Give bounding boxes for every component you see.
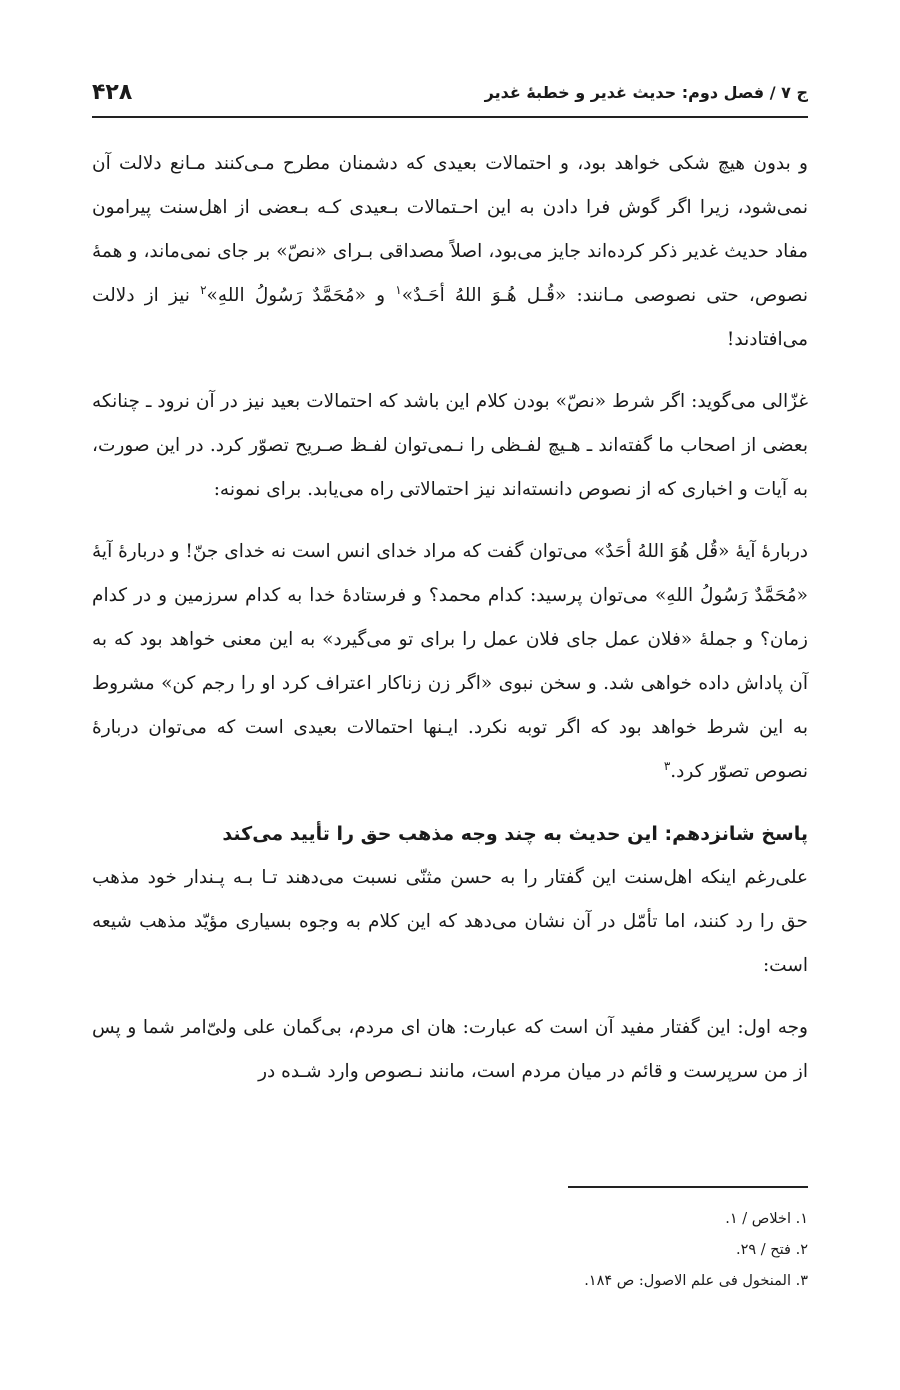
footnote-ref-2: ۲ — [200, 282, 207, 297]
paragraph-1-text-b: و «مُحَمَّدٌ رَسُولُ اللهِ» — [206, 285, 396, 306]
paragraph-2: غزّالی می‌گوید: اگر شرط «نصّ» بودن کلام این باشد که احتمالات بعید نیز در آن نرود ـ چنانکه بعضی از اصحاب ما گفته‌اند ـ هـیچ لفـظی را نـمی‌توان لفـظ صـریح تصوّر کرد. در این صورت، به آیات و اخباری که از نصوص دانسته‌اند نیز احتمالاتی راه می‌یابد. برای نمونه: — [92, 391, 808, 500]
paragraph-3-text: دربارهٔ آیهٔ «قُل هُوَ اللهُ أحَدٌ» می‌توان گفت که مراد خدای انس است نه خدای جنّ! و دربارهٔ آیهٔ «مُحَمَّدٌ رَسُولُ اللهِ» می‌توان پرسید: کدام محمد؟ و فرستادهٔ خدا به کدام سرزمین و در کدام زمان؟ و جملهٔ «فلان عمل جای فلان عمل را برای تو می‌گیرد» به این معنی خواهد بود که به آن پاداش داده خواهی شد. و سخن نبوی «اگر زن زناکار اعتراف کرد او را رجم کن» مشروط به این شرط خواهد بود که اگر توبه نکرد. ایـنها احتمالات بعیدی است که می‌توان دربارهٔ نصوص تصوّر کرد. — [92, 541, 808, 782]
book-page — [92, 0, 808, 1390]
footnote-ref-1: ۱ — [395, 282, 402, 297]
footnotes — [92, 1204, 808, 1297]
paragraph-5: وجه اول: این گفتار مفید آن است که عبارت: هان ای مردم، بی‌گمان علی ولیّ‌امر شما و پس از من سرپرست و قائم در میان مردم است، مانند نـصوص وارد شـده در — [92, 1017, 808, 1082]
main-text — [92, 142, 808, 1112]
section-heading: پاسخ شانزدهم: این حدیث به چند وجه مذهب حق را تأیید می‌کند — [222, 823, 808, 845]
footnote-ref-3: ۳ — [663, 758, 671, 773]
header-rule — [92, 116, 808, 118]
footnote-rule — [568, 1186, 808, 1188]
paragraph-4: علی‌رغم اینکه اهل‌سنت این گفتار را به حسن مثنّی نسبت می‌دهند تـا بـه پـندار خود مذهب حق را رد کنند، اما تأمّل در آن نشان می‌دهد که این کلام به وجوه بسیاری مؤیّد مذهب شیعه است: — [92, 867, 808, 976]
paragraph-1-text-a: و بدون هیچ شکی خواهد بود، و احتمالات بعیدی که دشمنان مطرح مـی‌کنند مـانع دلالت آن نمی‌شود، زیرا اگر گوش فرا دادن به این احـتمالات بـعیدی کـه بـعضی از اهل‌سنت پیرامون مفاد حدیث غدیر ذکر کرده‌اند جایز می‌بود، اصلاً مصداقی بـرای «نصّ» بر جای نمی‌ماند، و همهٔ نصوص، حتی نصوصی مـانند: «قُـل هُـوَ اللهُ أحَـدٌ» — [92, 153, 808, 306]
running-header — [92, 72, 808, 112]
footnote-3: ۳. المنخول فی علم الاصول: ص ۱۸۴. — [584, 1273, 808, 1289]
paragraph-1 — [92, 142, 808, 362]
footnote-1: ۱. اخلاص / ۱. — [725, 1211, 808, 1227]
footnote-2: ۲. فتح / ۲۹. — [736, 1242, 808, 1258]
paragraph-1-text-c: نیز از دلالت می‌افتادند! — [92, 285, 808, 350]
page-number: ۴۲۸ — [92, 79, 133, 105]
paragraph-3 — [92, 530, 808, 794]
running-title: ج ۷ / فصل دوم: حدیث غدیر و خطبهٔ غدیر — [484, 82, 808, 102]
